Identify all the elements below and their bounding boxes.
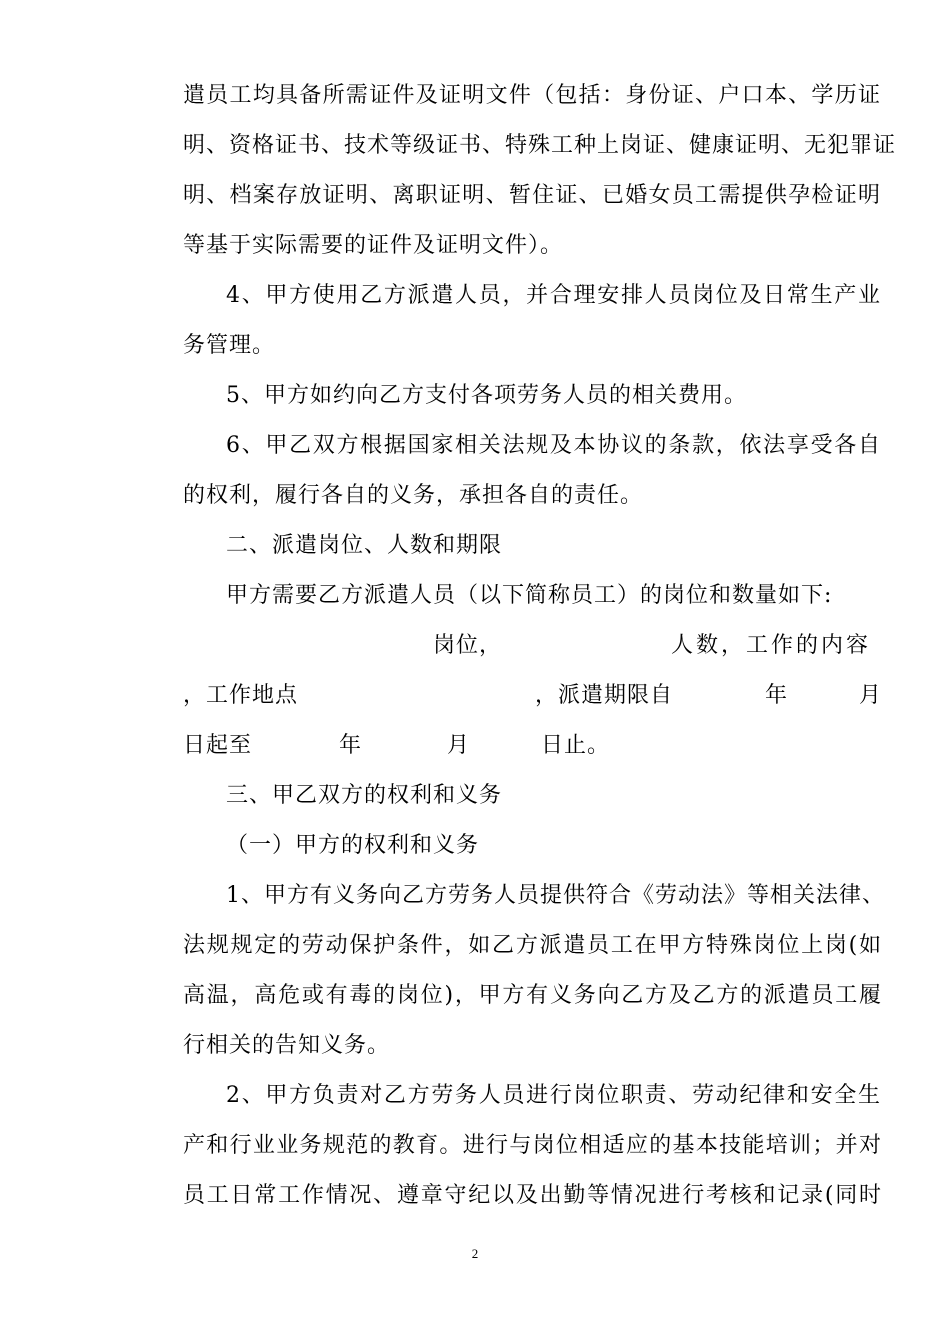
paragraph-line: 4、甲方使用乙方派遣人员，并合理安排人员岗位及日常生产业	[226, 283, 881, 308]
section-heading: 三、甲乙双方的权利和义务	[226, 783, 503, 808]
paragraph-line: 遣员工均具备所需证件及证明文件（包括：身份证、户口本、学历证	[183, 83, 881, 108]
paragraph-line: 高温，高危或有毒的岗位)，甲方有义务向乙方及乙方的派遣员工履	[183, 983, 881, 1008]
year-label-1: 年	[765, 683, 789, 708]
paragraph-line: 的权利，履行各自的义务，承担各自的责任。	[183, 483, 644, 508]
month-label-2: 月	[447, 733, 471, 758]
paragraph-line: 6、甲乙双方根据国家相关法规及本协议的条款，依法享受各自	[226, 433, 881, 458]
paragraph-line: 法规规定的劳动保护条件，如乙方派遣员工在甲方特殊岗位上岗(如	[183, 933, 881, 958]
page-number: 2	[471, 1246, 479, 1261]
form-line-place	[183, 680, 881, 712]
paragraph-line: 明、资格证书、技术等级证书、特殊工种上岗证、健康证明、无犯罪证	[183, 133, 897, 158]
day-end-label: 日止。	[541, 733, 611, 758]
form-line-date	[183, 730, 881, 762]
paragraph-line: 2、甲方负责对乙方劳务人员进行岗位职责、劳动纪律和安全生	[226, 1083, 881, 1108]
paragraph-line: 明、档案存放证明、离职证明、暂住证、已婚女员工需提供孕检证明	[183, 183, 881, 208]
term-label: ，派遣期限自	[535, 683, 674, 708]
count-label: 人数，工作的内容	[671, 633, 872, 658]
day-from-label: 日起至	[183, 733, 253, 758]
year-label-2: 年	[339, 733, 363, 758]
paragraph-line: 5、甲方如约向乙方支付各项劳务人员的相关费用。	[226, 383, 747, 408]
section-heading: 二、派遣岗位、人数和期限	[226, 533, 503, 558]
paragraph-line: 等基于实际需要的证件及证明文件）。	[183, 233, 564, 258]
paragraph-line: 产和行业业务规范的教育。进行与岗位相适应的基本技能培训；并对	[183, 1133, 881, 1158]
paragraph-line: 员工日常工作情况、遵章守纪以及出勤等情况进行考核和记录(同时	[183, 1183, 881, 1208]
paragraph-line: 务管理。	[183, 333, 276, 358]
paragraph-line: 1、甲方有义务向乙方劳务人员提供符合《劳动法》等相关法律、	[226, 883, 885, 908]
subsection-heading: （一）甲方的权利和义务	[226, 833, 480, 858]
paragraph-line: 甲方需要乙方派遣人员（以下简称员工）的岗位和数量如下:	[226, 583, 833, 608]
form-line-post	[183, 630, 881, 662]
paragraph-line: 行相关的告知义务。	[183, 1033, 391, 1058]
post-label: 岗位，	[433, 633, 503, 658]
place-label: ，工作地点	[183, 683, 299, 708]
month-label-1: 月	[859, 683, 883, 708]
